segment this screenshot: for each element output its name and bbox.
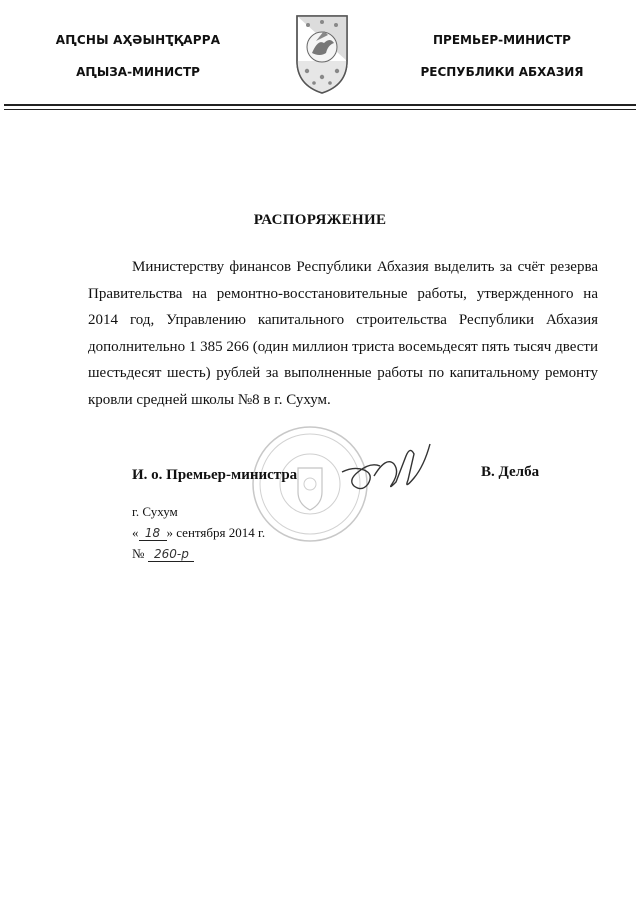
document-title: РАСПОРЯЖЕНИЕ [253,212,387,228]
header-right-line2: РЕСПУБЛИКИ АБХАЗИЯ [420,65,584,79]
handwritten-signature-icon [334,436,434,496]
signer-name: В. Делба [481,464,540,480]
header-divider-thin [4,109,636,110]
date-day-handwritten: 18 [139,526,167,541]
signer-role: И. о. Премьер-министра [132,467,298,483]
header-right-line1: ПРЕМЬЕР-МИНИСТР [433,33,571,47]
issue-city: г. Сухум [132,504,178,519]
document-number [132,546,194,562]
header-left-line2: АԤЫЗА-МИНИСТР [76,65,200,79]
number-prefix: № [132,546,145,561]
date-month-year: » сентября 2014 г. [166,525,266,540]
coat-of-arms-icon [294,13,350,95]
document-body: Министерству финансов Республики Абхазия выделить за счёт резерва Правительства на ремонтно-восстановительные работы, утвержденного на 2014 год, Управлению капитального строительства Республики Абхазия дополнительно 1 385 266 (один миллион триста восемьдесят пять тысяч двести шестьдесят шесть) рублей за выполненные работы по капитальному ремонту кровли средней школы №8 в г. Сухум. [88,259,598,408]
number-handwritten: 260-р [148,547,194,562]
header-divider-thick [4,104,636,106]
date-open-quote: « [132,525,139,540]
header-left-line1: АԤСНЫ АҲӘЫНҬҚАРРА [55,33,221,47]
issue-date [132,525,265,541]
